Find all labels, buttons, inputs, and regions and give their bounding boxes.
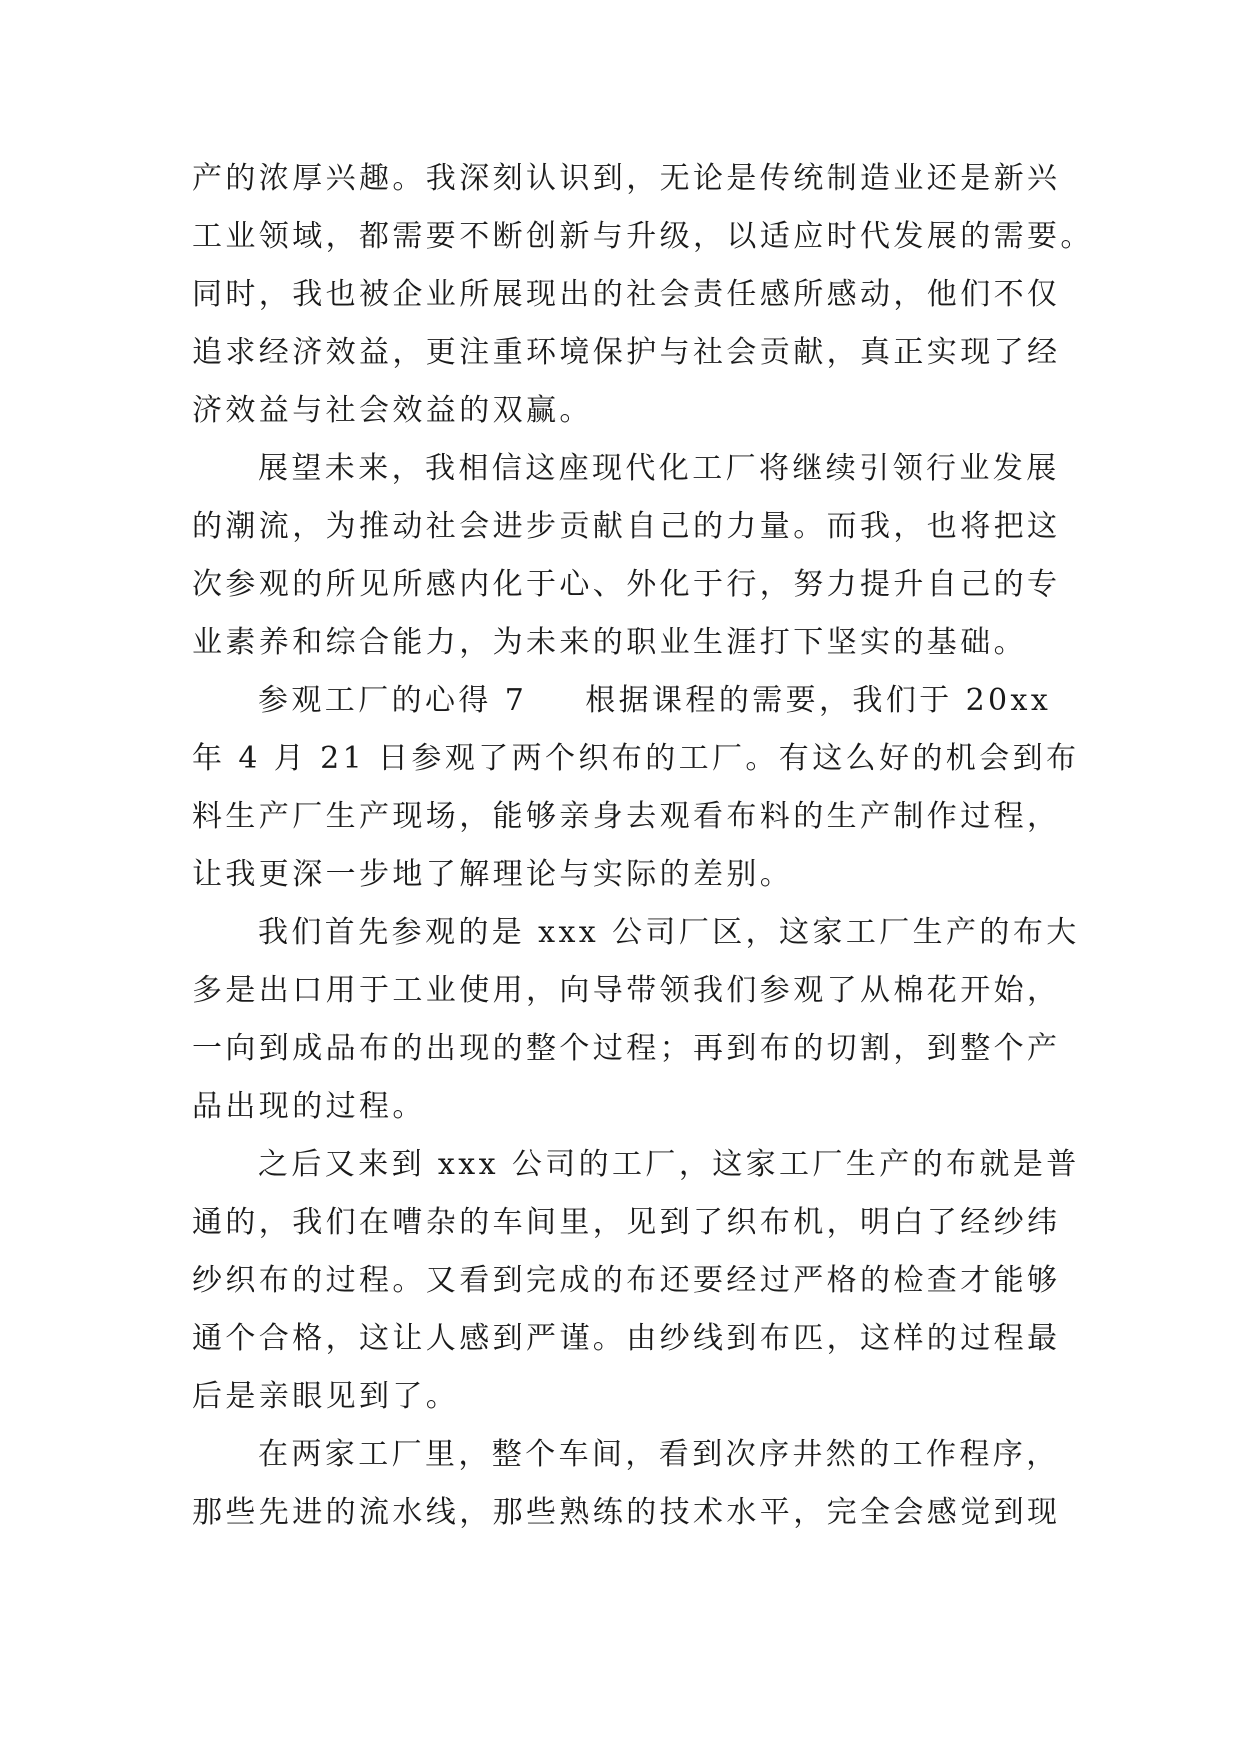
- paragraph-start-line: 之后又来到 xxx 公司的工厂，这家工厂生产的布就是普: [258, 1147, 1080, 1182]
- paragraph-start-line: 展望未来，我相信这座现代化工厂将继续引领行业发展: [258, 451, 1060, 486]
- text-line: 济效益与社会效益的双赢。: [192, 393, 593, 428]
- text-line: 通个合格，这让人感到严谨。由纱线到布匹，这样的过程最: [192, 1321, 1061, 1356]
- text-line: 那些先进的流水线，那些熟练的技术水平，完全会感觉到现: [192, 1495, 1061, 1530]
- text-line: 的潮流，为推动社会进步贡献自己的力量。而我，也将把这: [192, 509, 1061, 544]
- text-line: 产的浓厚兴趣。我深刻认识到，无论是传统制造业还是新兴: [192, 161, 1061, 196]
- text-line: 通的，我们在嘈杂的车间里，见到了织布机，明白了经纱纬: [192, 1205, 1061, 1240]
- section-heading: 参观工厂的心得 7: [258, 683, 528, 718]
- document-body: [192, 150, 1094, 1542]
- text-line: 多是出口用于工业使用，向导带领我们参观了从棉花开始，: [192, 973, 1061, 1008]
- paragraph-start-line: 我们首先参观的是 xxx 公司厂区，这家工厂生产的布大: [258, 915, 1080, 950]
- text-line: 次参观的所见所感内化于心、外化于行，努力提升自己的专: [192, 567, 1061, 602]
- text-line: 年 4 月 21 日参观了两个织布的工厂。有这么好的机会到布: [192, 741, 1080, 776]
- text-line: 业素养和综合能力，为未来的职业生涯打下坚实的基础。: [192, 625, 1027, 660]
- text-line: 追求经济效益，更注重环境保护与社会贡献，真正实现了经: [192, 335, 1061, 370]
- section-intro-text: 根据课程的需要，我们于 20xx: [585, 683, 1052, 718]
- text-line: 同时，我也被企业所展现出的社会责任感所感动，他们不仅: [192, 277, 1061, 312]
- text-line: 纱织布的过程。又看到完成的布还要经过严格的检查才能够: [192, 1263, 1061, 1298]
- text-line: 后是亲眼见到了。: [192, 1379, 460, 1414]
- section-heading-line: [192, 672, 1062, 730]
- paragraph-start-line: 在两家工厂里，整个车间，看到次序井然的工作程序，: [258, 1437, 1060, 1472]
- text-line: 一向到成品布的出现的整个过程；再到布的切割，到整个产: [192, 1031, 1061, 1066]
- text-line: 工业领域，都需要不断创新与升级，以适应时代发展的需要。: [192, 219, 1094, 254]
- text-line: 品出现的过程。: [192, 1089, 426, 1124]
- text-line: 让我更深一步地了解理论与实际的差别。: [192, 857, 794, 892]
- text-line: 料生产厂生产现场，能够亲身去观看布料的生产制作过程，: [192, 799, 1061, 834]
